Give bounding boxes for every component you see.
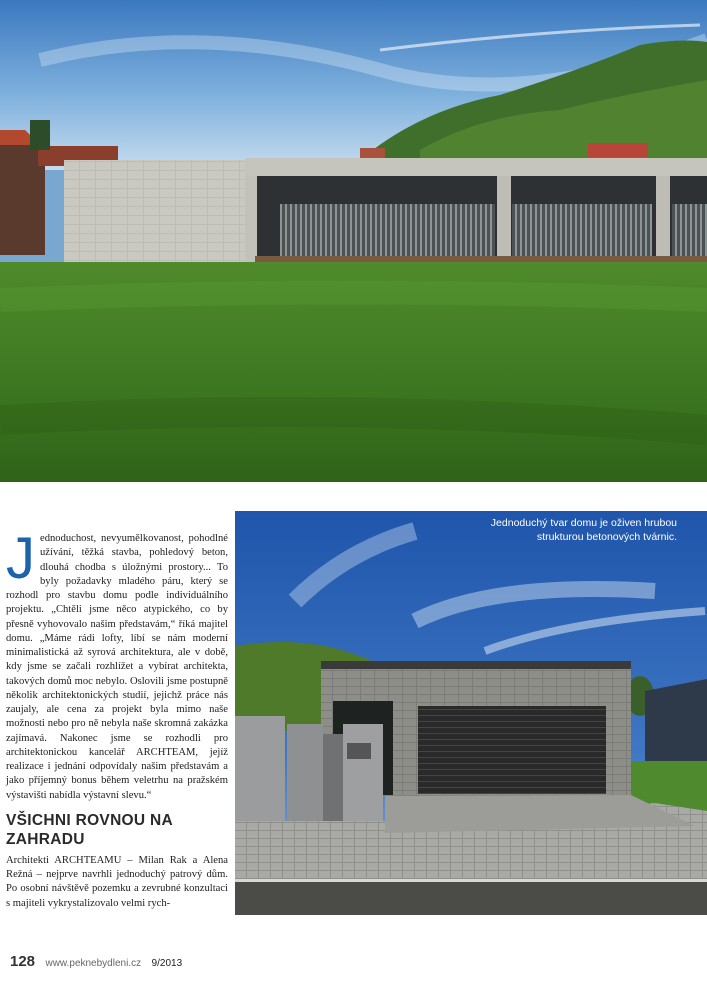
issue-number: 9/2013 [151,958,183,969]
article-paragraph-2: Architekti ARCHTEAMU – Milan Rak a Alena Režná – nejprve navrhli jednoduchý patrový dům. Po osobní návštěvě pozemku a zevrubné konzultaci s majiteli vykrystalizovalo velmi rych- [6,854,228,909]
article-paragraph-1 [6,526,228,803]
garage-gate-illustration [235,511,707,915]
website-link[interactable]: www.peknebydleni.cz [45,958,142,969]
house-garden-photo [0,0,707,482]
section-heading: VŠICHNI ROVNOU NA ZAHRADU [6,811,173,848]
page-number: 128 [10,953,36,970]
drop-cap: J [6,526,35,591]
article-body [6,526,228,911]
photo-caption: Jednoduchý tvar domu je oživen hrubou strukturou betonových tvárnic. [490,517,677,543]
garage-gate-photo [235,511,707,915]
paragraph-1-text: ednoduchost, nevyumělkovanost, pohodlné užívání, těžká stavba, pohledový beton, dlouhá chodba s úložnými prostory... To byly požadavky mladého páru, který se rozhodl pro stavbu domu podle individuálního projektu. „Chtěli jsme něco atypického, co by přesně vyhovovalo našim představám,“ říká majitel domu. „Máme rádi lofty, líbí se nám moderní minimalistická až syrová architektura, ale v době, kdy jsme se začali rozhlížet a vybírat architekta, takových domů moc nebylo. Oslovili jsme postupně několik architektonických studií, jejichž práce nás zaujaly, ale cena za projekt byla mimo naše možnosti nebo pro ně nebyla naše skromná zakázka zajímavá. Nakonec jsme se rozhodli pro architektonickou kancelář ARCHTEAM, jejíž realizace i jednání odpovídaly našim představám a jako příjemný bonus během veletrhu na pražském výstavišti nabídla výstavní slevu.“ [6,533,228,801]
page-footer [10,953,182,971]
house-garden-illustration [0,0,707,482]
